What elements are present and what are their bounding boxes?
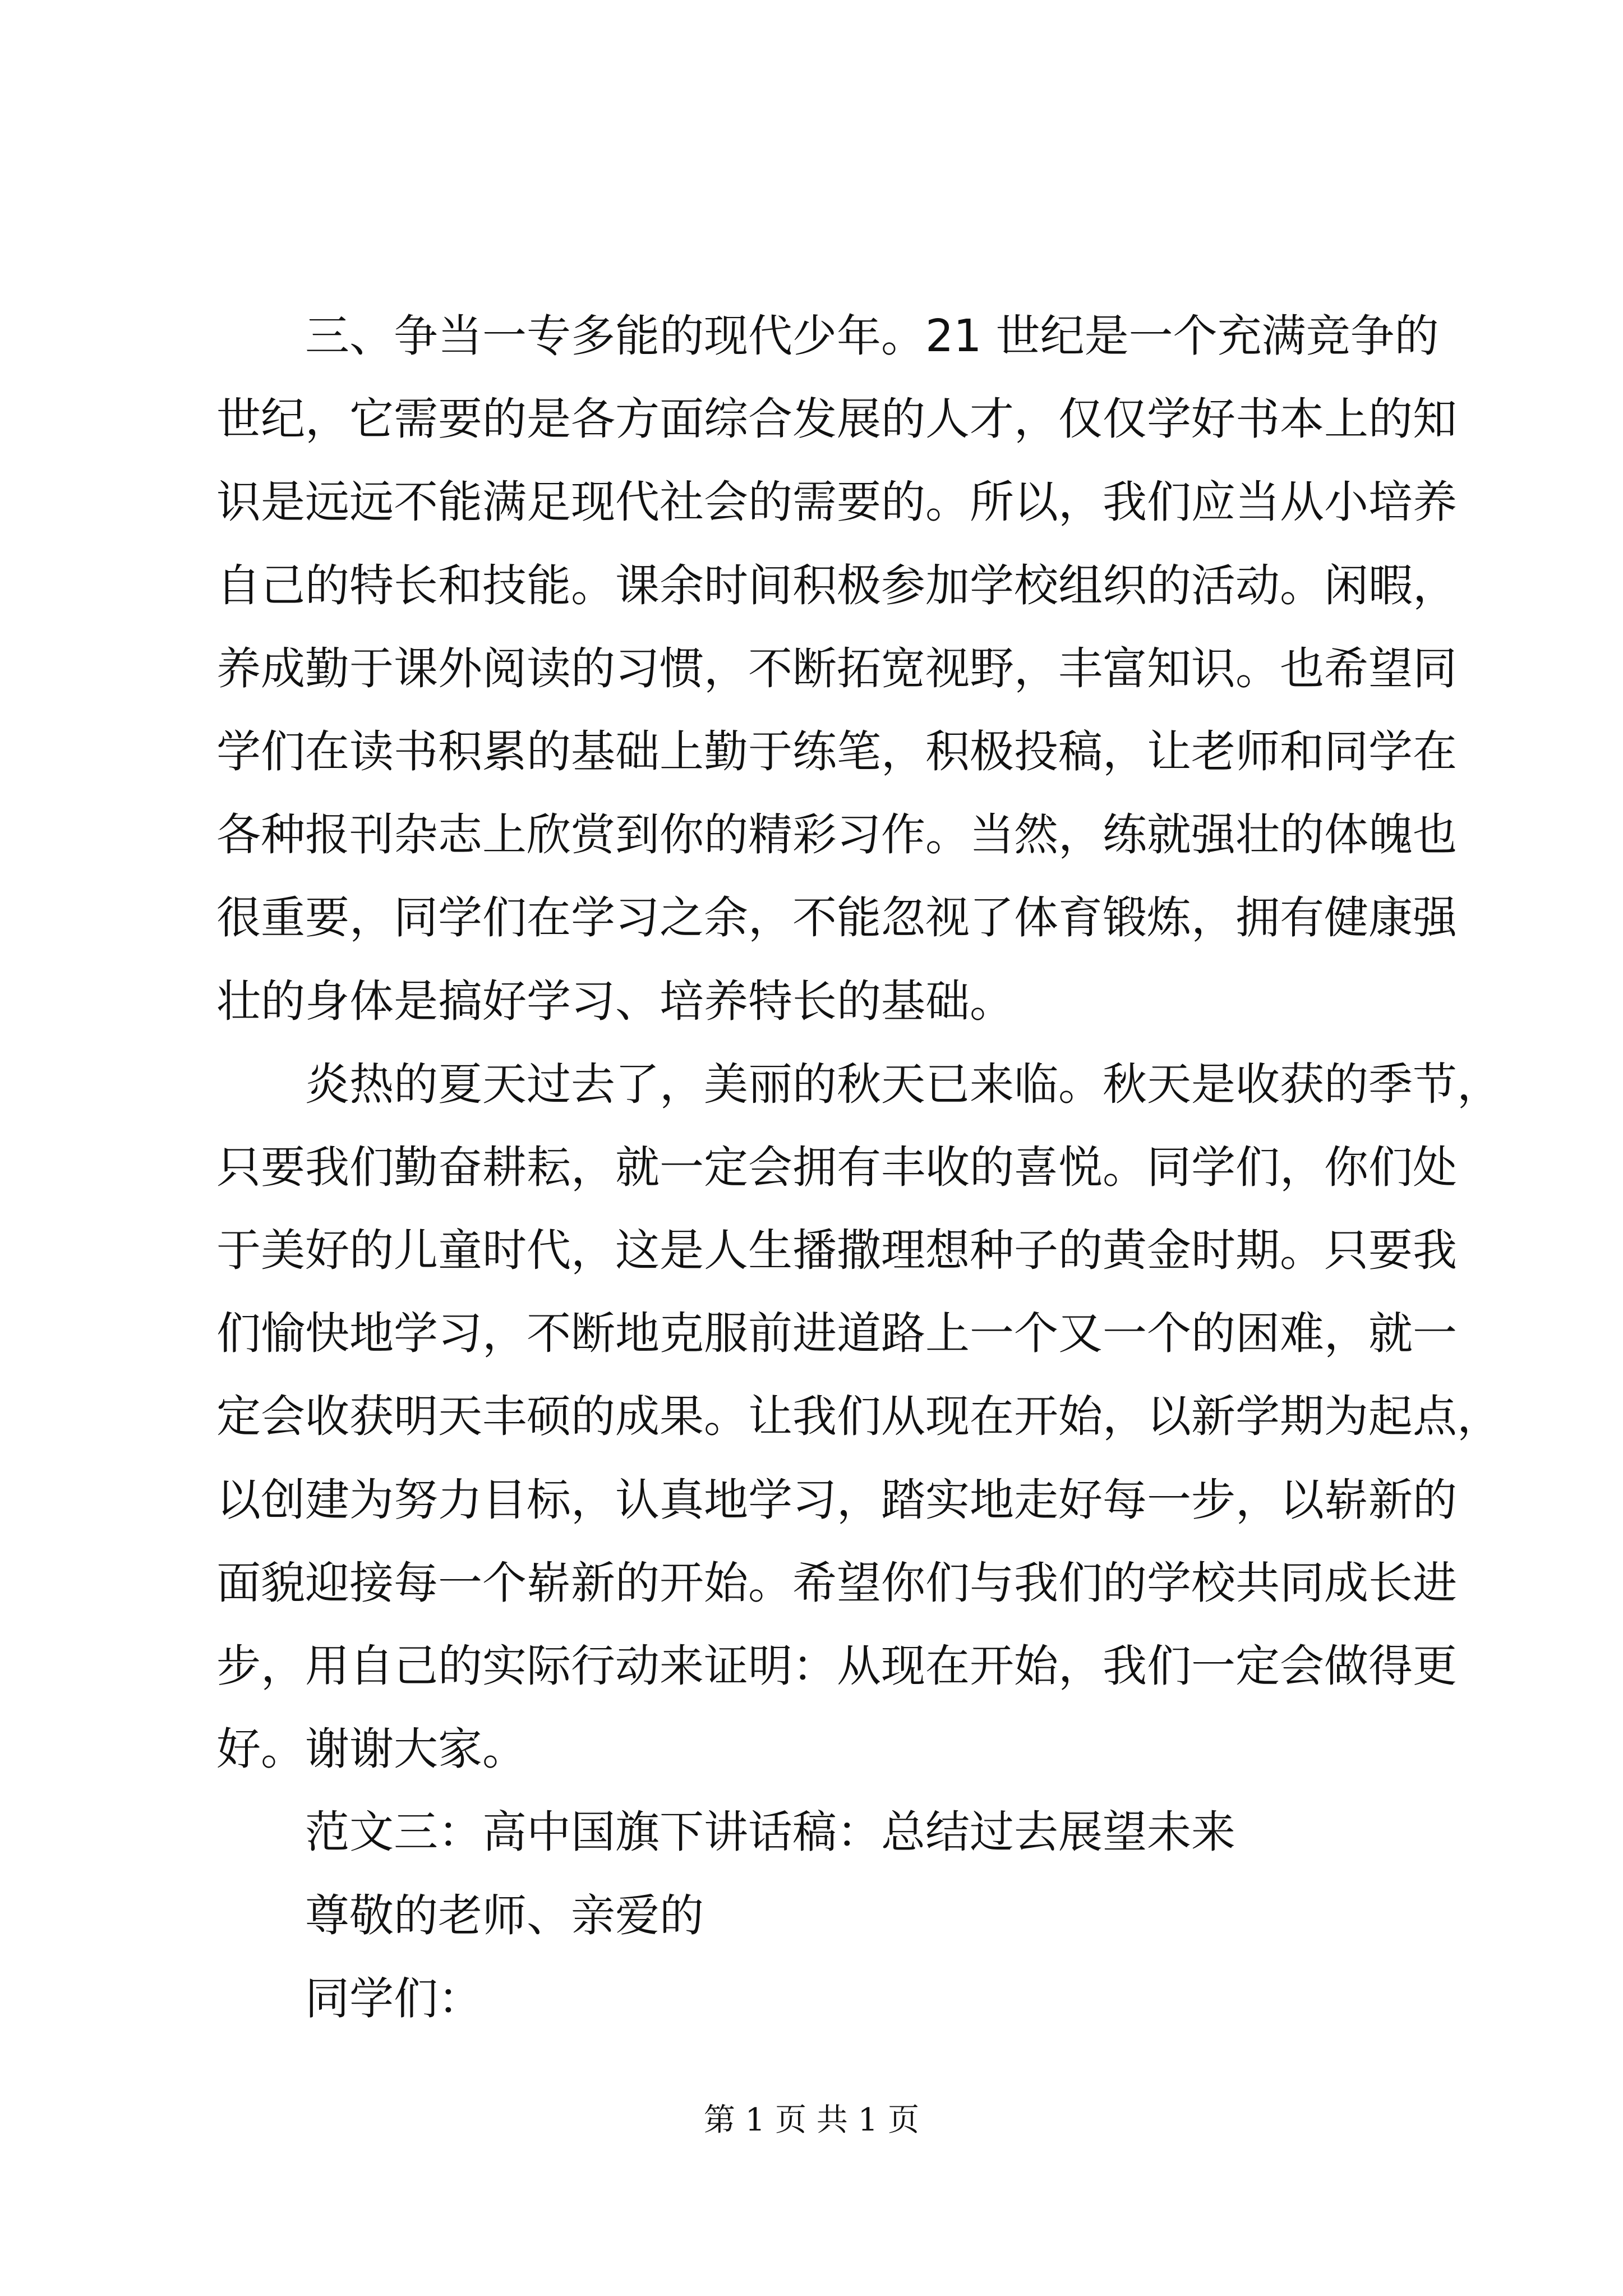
section-title: 范文三：高中国旗下讲话稿：总结过去展望未来: [305, 1806, 1235, 1858]
paragraph-2-line: 定会收获明天丰硕的成果。让我们从现在开始，以新学期为起点，: [216, 1391, 1501, 1443]
paragraph-2-line: 只要我们勤奋耕耘，就一定会拥有丰收的喜悦。同学们，你们处: [216, 1141, 1457, 1193]
paragraph-2-line: 以创建为努力目标，认真地学习，踏实地走好每一步，以崭新的: [216, 1474, 1457, 1526]
paragraph-1-line: 壮的身体是搞好学习、培养特长的基础。: [216, 975, 1014, 1027]
paragraph-1-line: 三、争当一专多能的现代少年。21 世纪是一个充满竞争的: [305, 310, 1439, 362]
paragraph-2-line: 们愉快地学习，不断地克服前进道路上一个又一个的困难，就一: [216, 1308, 1457, 1360]
page-number-label: 第 1 页 共 1 页: [703, 2102, 920, 2138]
paragraph-1-line: 很重要，同学们在学习之余，不能忽视了体育锻炼，拥有健康强: [216, 892, 1457, 944]
paragraph-1-line: 学们在读书积累的基础上勤于练笔，积极投稿，让老师和同学在: [216, 725, 1457, 777]
salutation-line-1: 尊敬的老师、亲爱的: [305, 1889, 704, 1941]
paragraph-2-line: 面貌迎接每一个崭新的开始。希望你们与我们的学校共同成长进: [216, 1557, 1457, 1609]
paragraph-2-line: 好。谢谢大家。: [216, 1723, 527, 1775]
paragraph-2-line: 于美好的儿童时代，这是人生播撒理想种子的黄金时期。只要我: [216, 1225, 1457, 1277]
paragraph-1-line: 各种报刊杂志上欣赏到你的精彩习作。当然，练就强壮的体魄也: [216, 809, 1457, 861]
paragraph-1-line: 识是远远不能满足现代社会的需要的。所以，我们应当从小培养: [216, 476, 1457, 528]
paragraph-1-line: 养成勤于课外阅读的习惯，不断拓宽视野，丰富知识。也希望同: [216, 642, 1457, 694]
paragraph-1-line: 自己的特长和技能。课余时间积极参加学校组织的活动。闲暇，: [216, 559, 1457, 611]
salutation-line-2: 同学们：: [305, 1972, 482, 2024]
paragraph-2-line: 炎热的夏天过去了，美丽的秋天已来临。秋天是收获的季节，: [305, 1058, 1501, 1110]
paragraph-2-line: 步，用自己的实际行动来证明：从现在开始，我们一定会做得更: [216, 1640, 1457, 1692]
document-body: [216, 295, 1501, 2040]
page-footer: [0, 2095, 1623, 2146]
paragraph-1-line: 世纪，它需要的是各方面综合发展的人才，仅仅学好书本上的知: [216, 393, 1457, 445]
